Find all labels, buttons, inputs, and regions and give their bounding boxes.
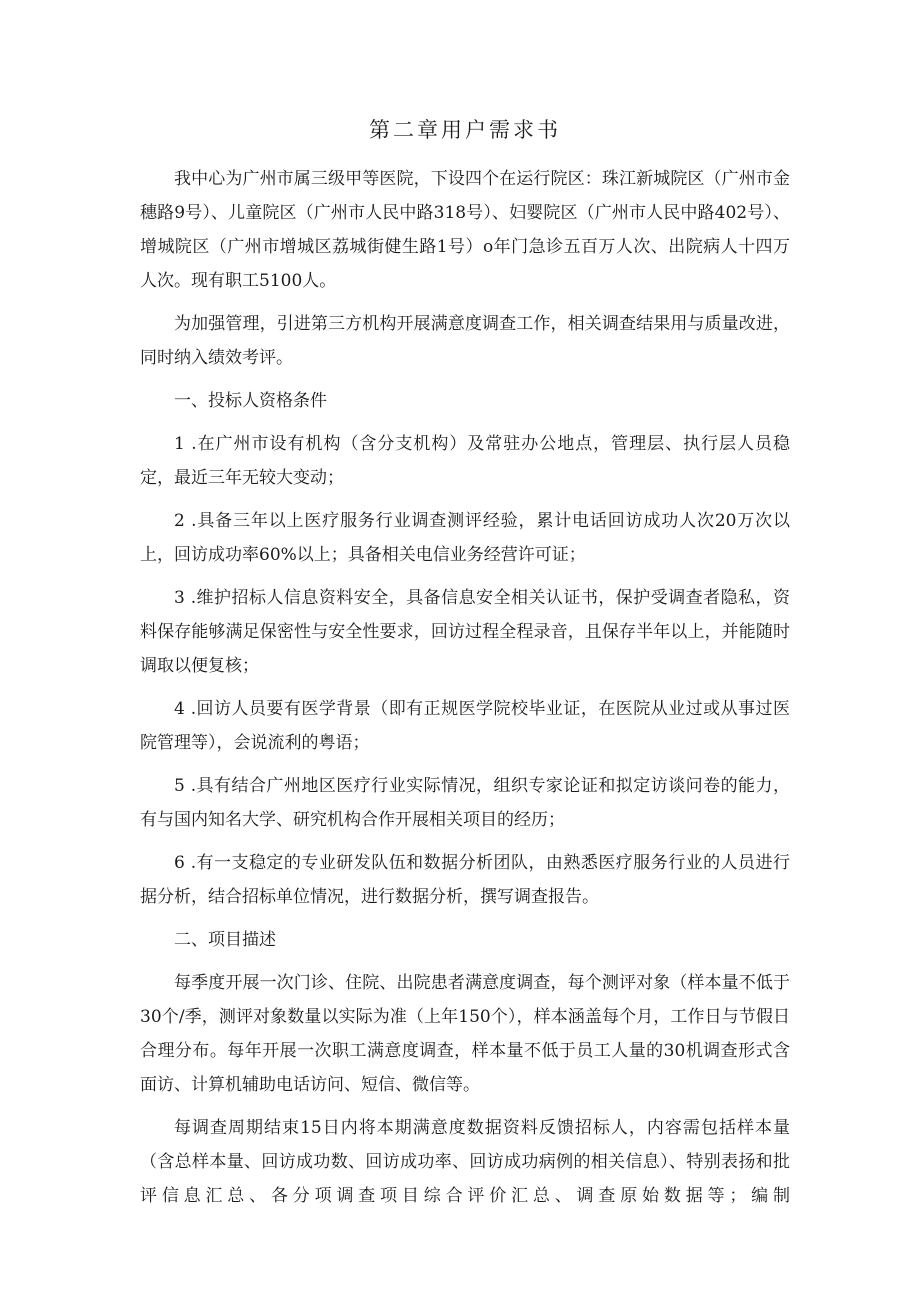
qualification-item-4: 4 .回访人员要有医学背景（即有正规医学院校毕业证，在医院从业过或从事过医院管理等），会说流利的粤语； [140,699,790,753]
section-heading-qualifications: 一、投标人资格条件 [174,391,327,411]
purpose-paragraph: 为加强管理，引进第三方机构开展满意度调查工作，相关调查结果用与质量改进，同时纳入绩效考评。 [140,314,790,368]
qualification-item-3: 3 .维护招标人信息资料安全，具备信息安全相关认证书，保护受调查者隐私，资料保存能够满足保密性与安全性要求，回访过程全程录音，且保存半年以上，并能随时调取以便复核； [140,588,790,676]
project-paragraph-1: 每季度开展一次门诊、住院、出院患者满意度调查，每个测评对象（样本量不低于30个/季，测评对象数量以实际为准（上年150个），样本涵盖每个月，工作日与节假日合理分布。每年开展一次职工满意度调查，样本量不低于员工人量的30机调查形式含面访、计算机辅助电话访问、短信、微信等。 [140,973,790,1095]
qualification-item-5: 5 .具有结合广州地区医疗行业实际情况，组织专家论证和拟定访谈问卷的能力，有与国内知名大学、研究机构合作开展相关项目的经历； [140,776,790,830]
qualification-item-6: 6 .有一支稳定的专业研发队伍和数据分析团队，由熟悉医疗服务行业的人员进行据分析，结合招标单位情况，进行数据分析，撰写调查报告。 [140,853,790,907]
document-title: 第二章用户需求书 [369,118,561,142]
qualification-item-1: 1 .在广州市设有机构（含分支机构）及常驻办公地点，管理层、执行层人员稳定，最近三年无较大变动； [140,434,790,488]
project-paragraph-2: 每调查周期结束15日内将本期满意度数据资料反馈招标人，内容需包括样本量（含总样本量、回访成功数、回访成功率、回访成功病例的相关信息）、特别表扬和批评信息汇总、各分项调查项目综合评价汇总、调查原始数据等；编制 [140,1118,790,1206]
document-page [140,112,790,1222]
qualification-item-2: 2 .具备三年以上医疗服务行业调查测评经验，累计电话回访成功人次20万次以上，回访成功率60%以上；具备相关电信业务经营许可证； [140,511,790,565]
intro-paragraph: 我中心为广州市属三级甲等医院，下设四个在运行院区：珠江新城院区（广州市金穗路9号）、儿童院区（广州市人民中路318号）、妇婴院区（广州市人民中路402号）、增城院区（广州市增城区荔城街健生路1号）o年门急诊五百万人次、出院病人十四万人次。现有职工5100人。 [140,169,790,291]
section-heading-project: 二、项目描述 [174,930,276,950]
